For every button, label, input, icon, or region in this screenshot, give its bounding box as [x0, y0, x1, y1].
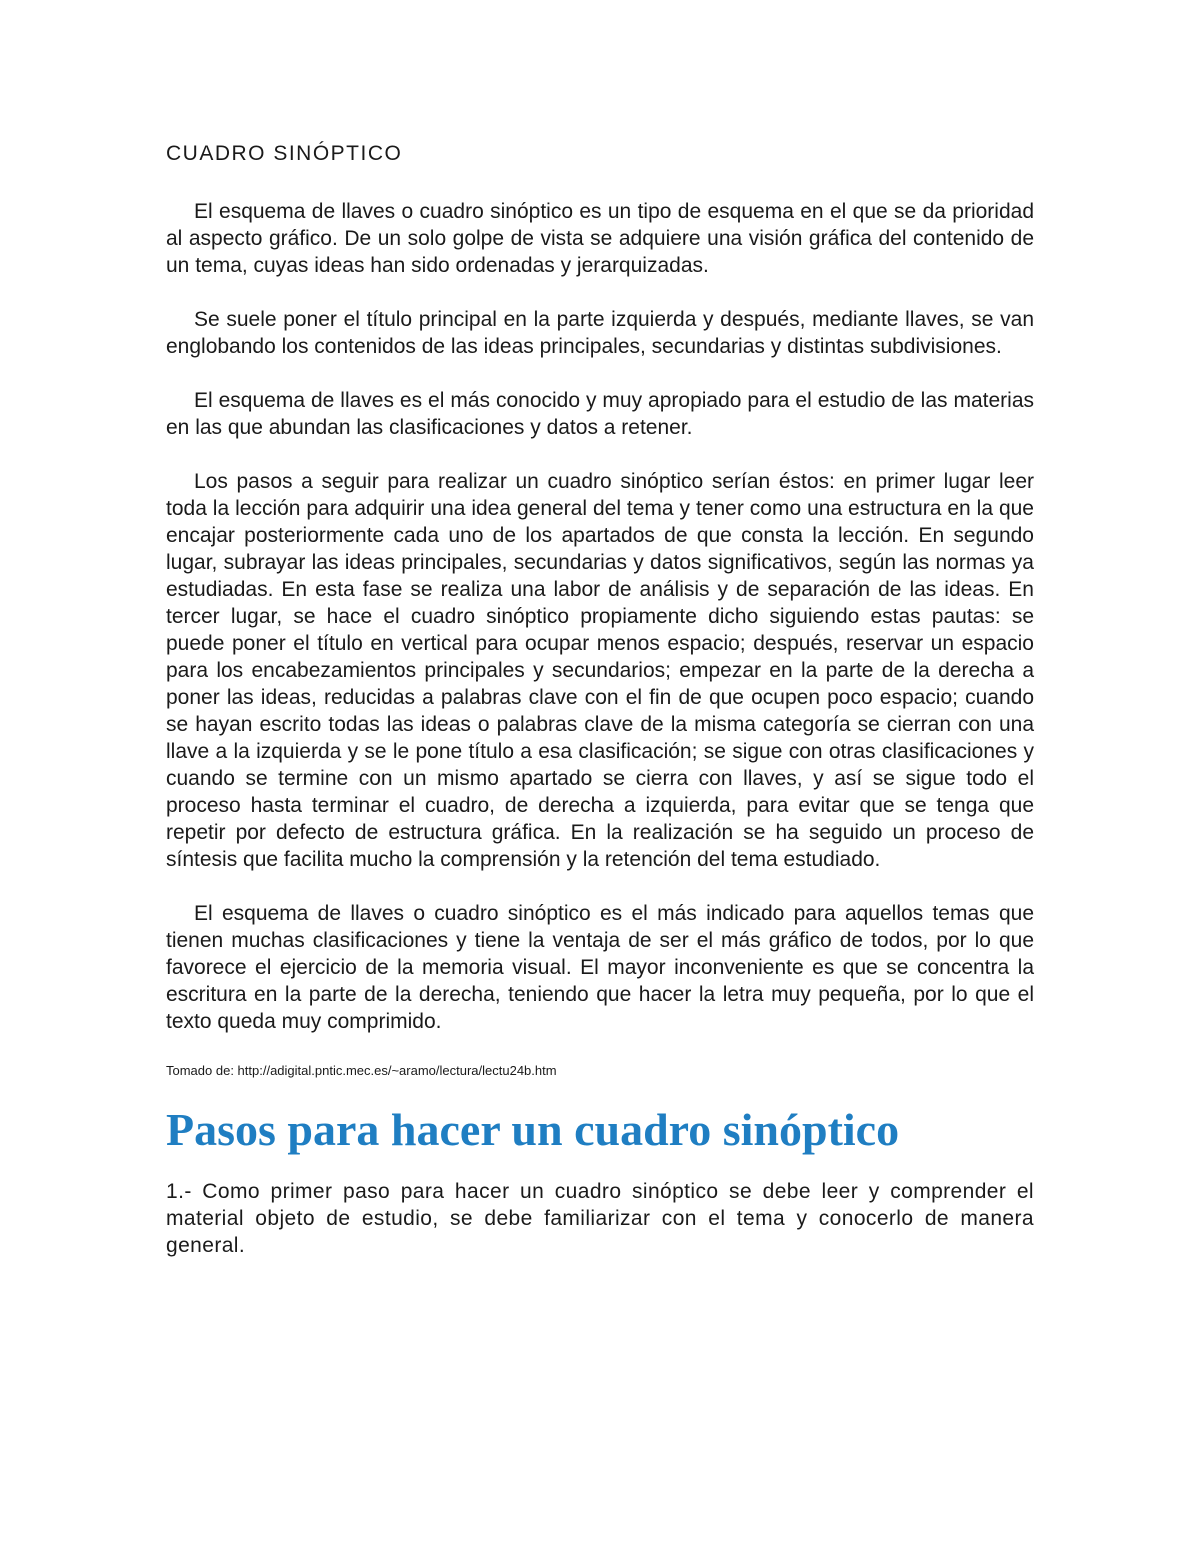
document-page — [166, 140, 1034, 1259]
step-1-text: 1.- Como primer paso para hacer un cuadro sinóptico se debe leer y comprender el material objeto de estudio, se debe familiarizar con el tema y conocerlo de manera general. — [166, 1180, 1034, 1257]
paragraph-title-placement: Se suele poner el título principal en la parte izquierda y después, mediante llaves, se van englobando los contenidos de las ideas principales, secundarias y distintas subdivisiones. — [166, 308, 1034, 358]
paragraph-usage: El esquema de llaves es el más conocido y muy apropiado para el estudio de las materias en las que abundan las clasificaciones y datos a retener. — [166, 389, 1034, 439]
paragraph-intro: El esquema de llaves o cuadro sinóptico es un tipo de esquema en el que se da prioridad al aspecto gráfico. De un solo golpe de vista se adquiere una visión gráfica del contenido de un tema, cuyas ideas han sido ordenadas y jerarquizadas. — [166, 200, 1034, 277]
paragraph-advantages: El esquema de llaves o cuadro sinóptico es el más indicado para aquellos temas que tienen muchas clasificaciones y tiene la ventaja de ser el más gráfico de todos, por lo que favorece el ejercicio de la memoria visual. El mayor inconveniente es que se concentra la escritura en la parte de la derecha, teniendo que hacer la letra muy pequeña, por lo que el texto queda muy comprimido. — [166, 902, 1034, 1033]
paragraph-steps: Los pasos a seguir para realizar un cuadro sinóptico serían éstos: en primer lugar leer toda la lección para adquirir una idea general del tema y tener como una estructura en la que encajar posteriormente cada uno de los apartados de que consta la lección. En segundo lugar, subrayar las ideas principales, secundarias y datos significativos, según las normas ya estudiadas. En esta fase se realiza una labor de análisis y de separación de las ideas. En tercer lugar, se hace el cuadro sinóptico propiamente dicho siguiendo estas pautas: se puede poner el título en vertical para ocupar menos espacio; después, reservar un espacio para los encabezamientos principales y secundarios; empezar en la parte de la derecha a poner las ideas, reducidas a palabras clave con el fin de que ocupen poco espacio; cuando se hayan escrito todas las ideas o palabras clave de la misma categoría se cierran con una llave a la izquierda y se le pone título a esa clasificación; se sigue con otras clasificaciones y cuando se termine con un mismo apartado se cierra con llaves, y así se sigue todo el proceso hasta terminar el cuadro, de derecha a izquierda, para evitar que se tenga que repetir por defecto de estructura gráfica. En la realización se ha seguido un proceso de síntesis que facilita mucho la comprensión y la retención del tema estudiado. — [166, 470, 1034, 871]
document-title: CUADRO SINÓPTICO — [166, 142, 403, 165]
source-citation: Tomado de: http://adigital.pntic.mec.es/~aramo/lectura/lectu24b.htm — [166, 1063, 557, 1078]
section-heading: Pasos para hacer un cuadro sinóptico — [166, 1104, 900, 1155]
